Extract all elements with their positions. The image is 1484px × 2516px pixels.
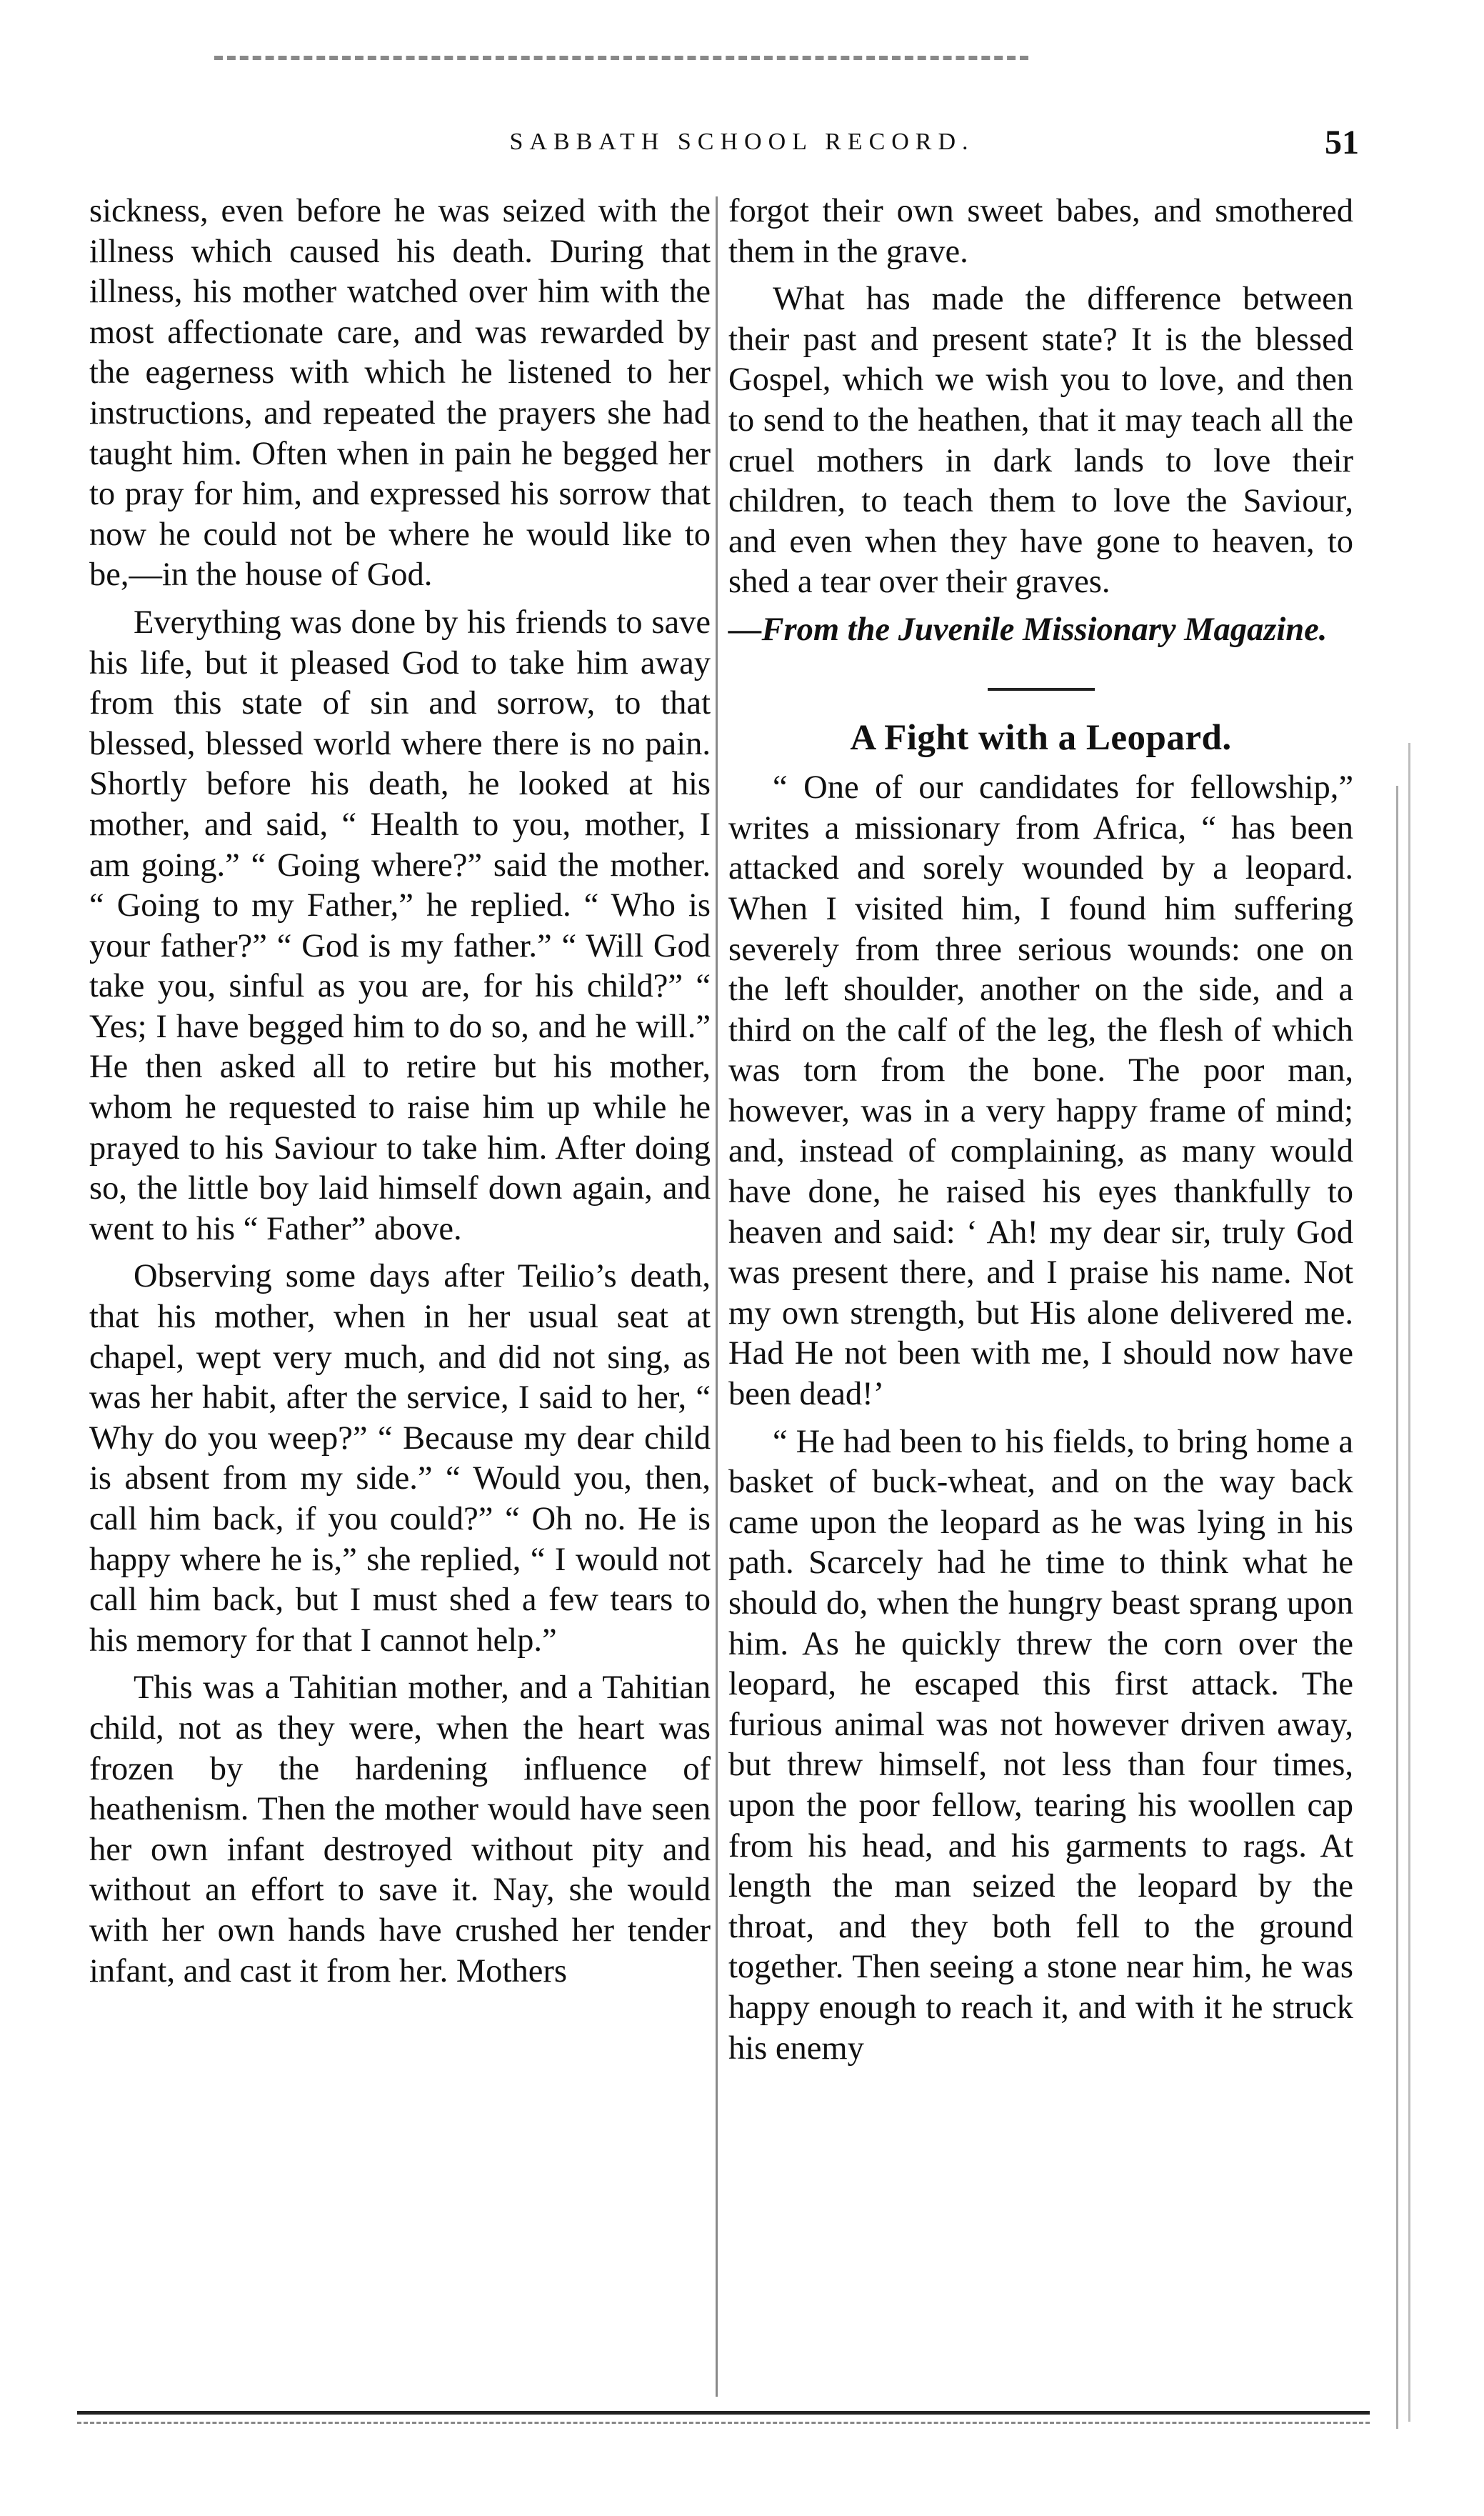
left-column bbox=[89, 191, 711, 1992]
paragraph: forgot their own sweet babes, and smothered them in the grave. bbox=[728, 193, 1353, 270]
paragraph: What has made the difference between their past and present state? It is the blessed Gospel, which we wish you to love, and then to send to the heathen, that it may teach all the cruel mothers in dark lands to love their children, to teach them to love the Saviour, and even when they have gone to heaven, to shed a tear over their graves. bbox=[728, 281, 1353, 601]
section-title: A Fight with a Leopard. bbox=[850, 717, 1232, 758]
paragraph: This was a Tahitian mother, and a Tahitian child, not as they were, when the heart was frozen by the hardening influence of heathenism. Then the mother would have seen her own infant destroyed without pity and without an effort to save it. Nay, she would with her own hands have crushed her tender infant, and cast it from her. Mothers bbox=[89, 1669, 711, 1990]
page-number: 51 bbox=[1325, 124, 1359, 161]
paragraph: Observing some days after Teilio’s death, that his mother, when in her usual seat at chapel, wept very much, and did not sing, as was her habit, after the service, I said to her, “ Why do you weep?” “ Because my dear child is absent from my side.” “ Would you, then, call him back, if you could?” “ Oh no. He is happy where he is,” she replied, “ I would not call him back, but I must shed a few tears to his memory for that I cannot help.” bbox=[89, 1258, 711, 1659]
bottom-rule bbox=[77, 2411, 1370, 2415]
bottom-rule-dashed bbox=[77, 2422, 1370, 2424]
paragraph: Everything was done by his friends to save his life, but it pleased God to take him away from this state of sin and sorrow, to that blessed, blessed world where there is no pain. Shortly before his death, he looked at his mother, and said, “ Health to you, mother, I am going.” “ Going where?” said the mother. “ Going to my Father,” he replied. “ Who is your father?” “ God is my father.” “ Will God take you, sinful as you are, for his child?” “ Yes; I have begged him to do so, and he will.” He then asked all to retire but his mother, whom he requested to raise him up while he prayed to his Saviour to take him. After doing so, the little boy laid himself down again, and went to his “ Father” above. bbox=[89, 604, 711, 1247]
right-column bbox=[728, 191, 1353, 2069]
paragraph: sickness, even before he was seized with the illness which caused his death. During that illness, his mother watched over him with the most affectionate care, and was rewarded by the eagerness with which he listened to her instructions, and repeated the prayers she had taught him. Often when in pain he begged her to pray for him, and expressed his sorrow that now he could not be where he would like to be,—in the house of God. bbox=[89, 193, 711, 594]
right-margin-rule-outer bbox=[1408, 743, 1410, 2422]
column-divider bbox=[716, 196, 718, 2397]
running-title: SABBATH SCHOOL RECORD. bbox=[509, 129, 975, 155]
paragraph: “ One of our candidates for fellowship,” writes a missionary from Africa, “ has been attacked and sorely wounded by a leopard. When I visited him, I found him suffering severely from three serious wounds: one on the left shoulder, another on the side, and a third on the calf of the leg, the flesh of which was torn from the bone. The poor man, however, was in a very happy frame of mind; and, instead of complaining, as many would have done, he raised his eyes thankfully to heaven and said: ‘ Ah! my dear sir, truly God was present there, and I praise his name. Not my own strength, but His alone delivered me. Had He not been with me, I should now have been dead!’ bbox=[728, 769, 1353, 1413]
source-attribution: —From the Juvenile Missionary Magazine. bbox=[728, 611, 1328, 648]
top-edge-marks bbox=[214, 56, 1028, 74]
section-divider bbox=[988, 688, 1095, 691]
right-margin-rule bbox=[1396, 786, 1398, 2429]
paragraph: “ He had been to his fields, to bring home a basket of buck-wheat, and on the way back came upon the leopard as he was lying in his path. Scarcely had he time to think what he should do, when the hungry beast sprang upon him. As he quickly threw the corn over the leopard, he escaped this first attack. The furious animal was not however driven away, but threw himself, not less than four times, upon the poor fellow, tearing his woollen cap from his head, and his garments to rags. At length the man seized the leopard by the throat, and they both fell to the ground together. Then seeing a stone near him, he was happy enough to reach it, and with it he struck his enemy bbox=[728, 1423, 1353, 2067]
page-header bbox=[0, 123, 1484, 173]
